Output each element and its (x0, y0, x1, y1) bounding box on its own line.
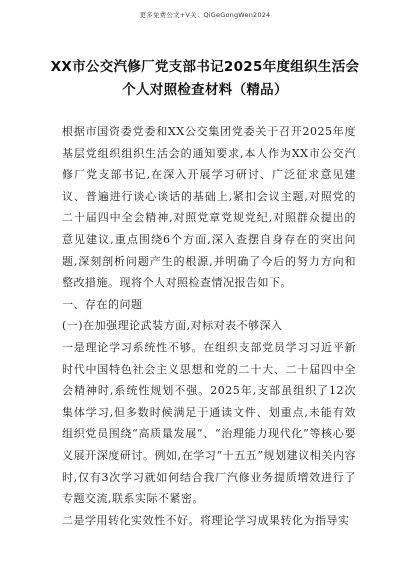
document-title: XX市公交汽修厂党支部书记2025年度组织生活会个人对照检查材料（精品） (50, 59, 360, 98)
intro-paragraph: 根据市国资委党委和XX公交集团党委关于召开2025年度基层党组织组织生活会的通知要求,本人作为XX市公交汽修厂党支部书记,在深入开展学习研讨、广泛征求意见建议、普遍进行谈心谈话的基础上,紧扣会议主题,对照党的二十届四中全会精神,对照党章党规党纪,对照群众提出的意见建议,重点围绕6个方面,深入查摆自身存在的突出问题,深刻剖析问题产生的根源,并明确了今后的努力方向和整改措施。现将个人对照检查情况报告如下。 (62, 125, 356, 290)
body-paragraph: 二是学用转化实效性不好。将理论学习成果转化为指导实 (62, 513, 350, 527)
header-note: 更多免费公文+V关：QiGeGongWen2024 (139, 11, 271, 19)
subsection-heading: (一)在加强理论武装方面,对标对表不够深入 (62, 319, 283, 333)
section-heading: 一、存在的问题 (62, 297, 143, 311)
body-paragraph: 一是理论学习系统性不够。在组织支部党员学习习近平新时代中国特色社会主义思想和党的二十大、二十届四中全会精神时,系统性规划不强。2025年,支部虽组织了12次集体学习,但多数时候满足于通读文件、划重点,未能有效组织党员围绕“高质量发展”、“治理能力现代化”等核心要义展开深度研讨。例如,在学习“十五五”规划建议相关内容时,仅有3次学习就如何结合我厂汽修业务提质增效进行了专题交流,联系实际不紧密。 (62, 340, 356, 506)
document-body (62, 121, 356, 531)
